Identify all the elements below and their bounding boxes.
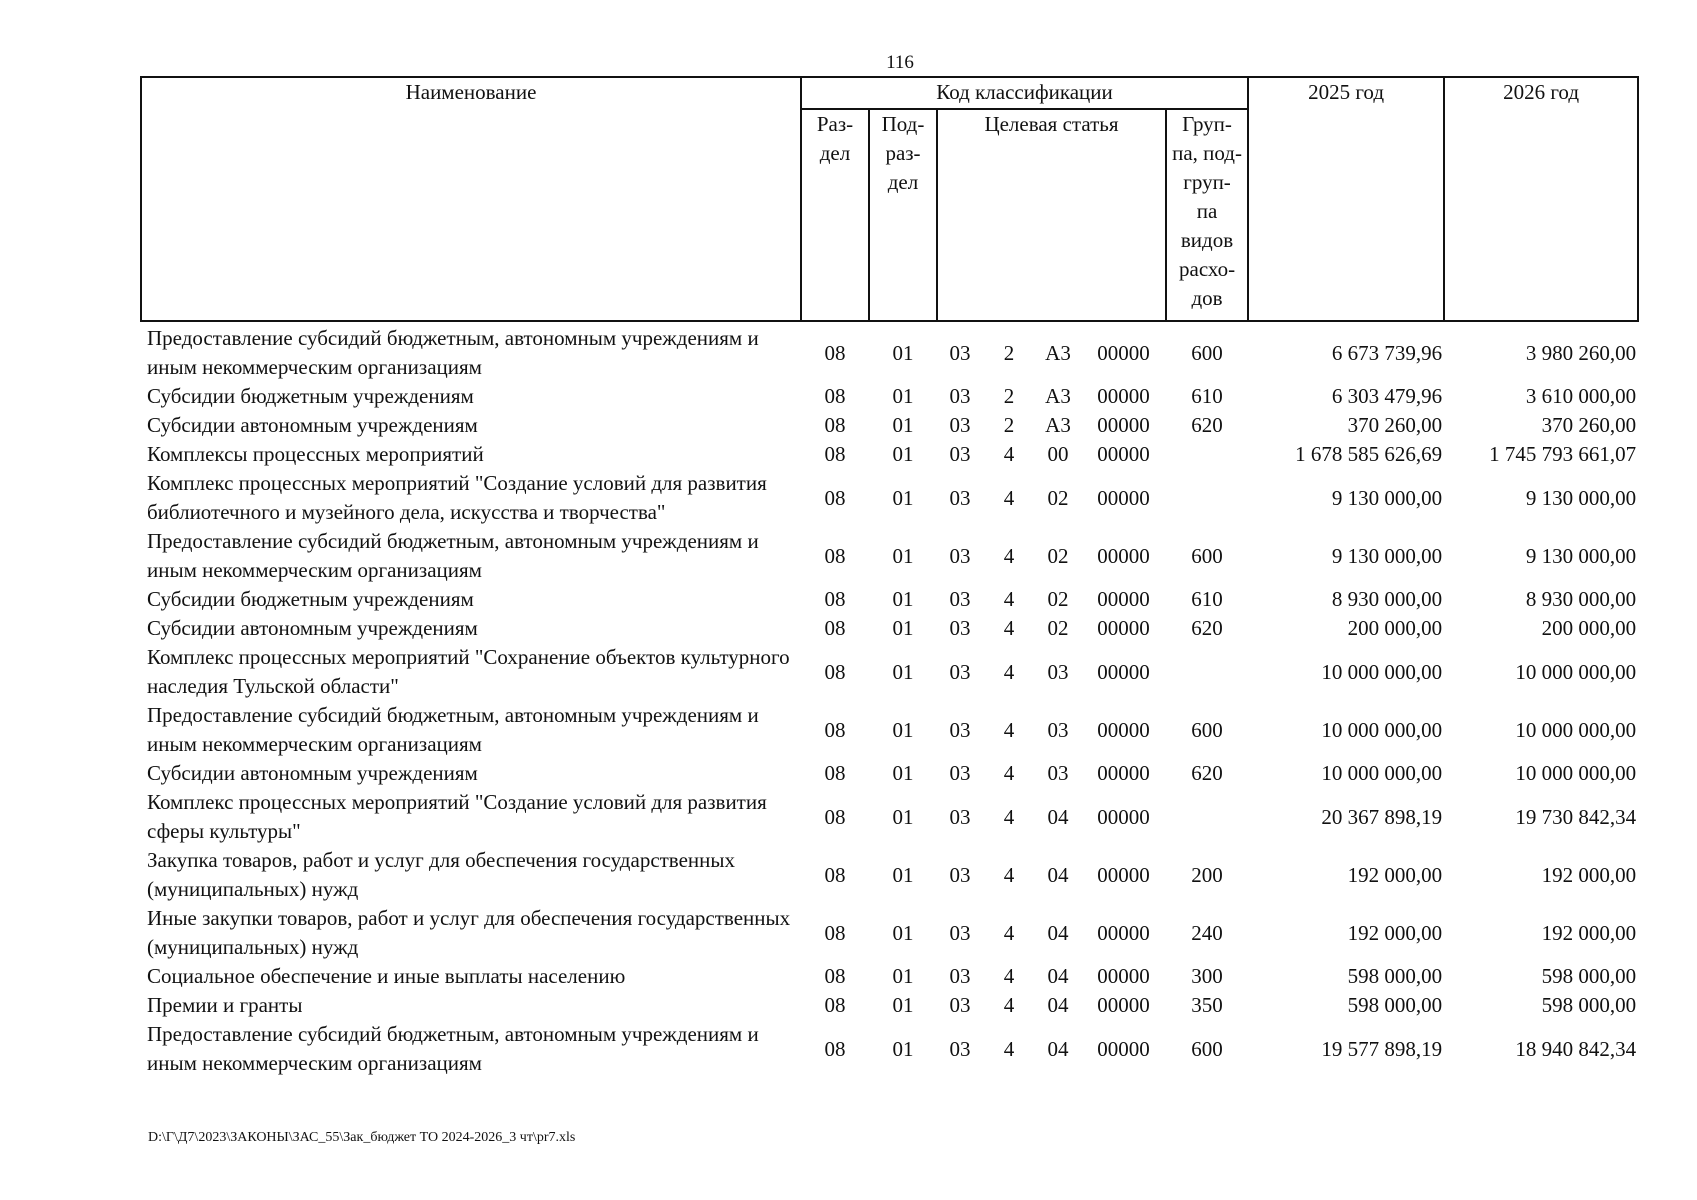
table-row bbox=[141, 904, 1638, 962]
table-header bbox=[141, 77, 1638, 321]
row-razdel: 08 bbox=[824, 717, 846, 742]
row-name: Предоставление субсидий бюджетным, автономным учреждениям и иным некоммерческим организациям bbox=[147, 326, 759, 379]
header-name: Наименование bbox=[141, 77, 801, 321]
row-expense-group: 600 bbox=[1191, 543, 1223, 568]
row-amount-2026: 9 130 000,00 bbox=[1525, 485, 1637, 510]
row-amount-2026: 10 000 000,00 bbox=[1515, 659, 1637, 684]
row-target-direction: 00000 bbox=[1097, 964, 1150, 988]
row-amount-2025: 192 000,00 bbox=[1347, 862, 1443, 887]
row-target-item: 02 bbox=[1047, 485, 1069, 510]
row-target-type: 4 bbox=[1003, 587, 1015, 611]
row-name: Комплекс процессных мероприятий "Создание условий для развития библиотечного и музейного дела, искусства и творчества" bbox=[147, 471, 767, 524]
row-target-item: 02 bbox=[1047, 543, 1069, 568]
row-target-item: 02 bbox=[1047, 616, 1069, 640]
row-target-item: 04 bbox=[1047, 920, 1069, 945]
row-amount-2026: 370 260,00 bbox=[1541, 413, 1637, 437]
row-razdel: 08 bbox=[824, 616, 846, 640]
row-target-program: 03 bbox=[949, 804, 971, 829]
row-amount-2025: 10 000 000,00 bbox=[1321, 761, 1443, 785]
row-expense-group: 600 bbox=[1191, 340, 1223, 365]
table-row bbox=[141, 321, 1638, 382]
row-expense-group: 620 bbox=[1191, 616, 1223, 640]
row-amount-2026: 19 730 842,34 bbox=[1515, 804, 1637, 829]
row-target-type: 2 bbox=[1003, 340, 1015, 365]
row-razdel: 08 bbox=[824, 804, 846, 829]
row-target-item: 02 bbox=[1047, 587, 1069, 611]
row-amount-2025: 6 673 739,96 bbox=[1331, 340, 1443, 365]
row-name: Закупка товаров, работ и услуг для обеспечения государственных (муниципальных) нужд bbox=[147, 848, 736, 901]
row-target-item: 03 bbox=[1047, 761, 1069, 785]
row-amount-2026: 9 130 000,00 bbox=[1525, 543, 1637, 568]
row-target-direction: 00000 bbox=[1097, 993, 1150, 1017]
row-expense-group: 600 bbox=[1191, 1036, 1223, 1061]
row-amount-2026: 598 000,00 bbox=[1541, 993, 1637, 1017]
table-row bbox=[141, 527, 1638, 585]
row-target-program: 03 bbox=[949, 442, 971, 466]
row-target-program: 03 bbox=[949, 761, 971, 785]
row-target-type: 4 bbox=[1003, 920, 1015, 945]
row-target-type: 4 bbox=[1003, 862, 1015, 887]
row-podrazdel: 01 bbox=[892, 717, 914, 742]
row-razdel: 08 bbox=[824, 993, 846, 1017]
page-number: 116 bbox=[886, 52, 914, 73]
row-podrazdel: 01 bbox=[892, 616, 914, 640]
row-target-type: 4 bbox=[1003, 761, 1015, 785]
row-target-type: 4 bbox=[1003, 616, 1015, 640]
row-razdel: 08 bbox=[824, 413, 846, 437]
row-target-type: 4 bbox=[1003, 485, 1015, 510]
row-target-program: 03 bbox=[949, 920, 971, 945]
table-row bbox=[141, 440, 1638, 469]
row-razdel: 08 bbox=[824, 543, 846, 568]
row-amount-2026: 3 610 000,00 bbox=[1525, 384, 1637, 408]
row-expense-group: 620 bbox=[1191, 761, 1223, 785]
table-row bbox=[141, 382, 1638, 411]
budget-table bbox=[140, 76, 1639, 1078]
row-podrazdel: 01 bbox=[892, 920, 914, 945]
row-target-program: 03 bbox=[949, 384, 971, 408]
table-row bbox=[141, 411, 1638, 440]
row-name: Субсидии автономным учреждениям bbox=[147, 761, 478, 785]
row-amount-2025: 1 678 585 626,69 bbox=[1295, 442, 1443, 466]
row-razdel: 08 bbox=[824, 761, 846, 785]
row-expense-group bbox=[1166, 440, 1248, 469]
row-target-direction: 00000 bbox=[1097, 485, 1150, 510]
row-target-direction: 00000 bbox=[1097, 659, 1150, 684]
row-target-item: 00 bbox=[1047, 442, 1069, 466]
row-target-type: 2 bbox=[1003, 384, 1015, 408]
row-name: Социальное обеспечение и иные выплаты населению bbox=[147, 964, 626, 988]
row-amount-2026: 1 745 793 661,07 bbox=[1489, 442, 1637, 466]
table-row bbox=[141, 788, 1638, 846]
row-podrazdel: 01 bbox=[892, 340, 914, 365]
row-target-direction: 00000 bbox=[1097, 442, 1150, 466]
table-row bbox=[141, 643, 1638, 701]
row-expense-group bbox=[1166, 788, 1248, 846]
row-amount-2026: 8 930 000,00 bbox=[1525, 587, 1637, 611]
row-target-item: А3 bbox=[1045, 413, 1071, 437]
table-row bbox=[141, 759, 1638, 788]
table-row bbox=[141, 469, 1638, 527]
row-podrazdel: 01 bbox=[892, 964, 914, 988]
row-amount-2025: 20 367 898,19 bbox=[1321, 804, 1443, 829]
row-podrazdel: 01 bbox=[892, 543, 914, 568]
row-amount-2025: 598 000,00 bbox=[1347, 993, 1443, 1017]
row-name: Комплексы процессных мероприятий bbox=[147, 442, 484, 466]
row-target-item: 04 bbox=[1047, 804, 1069, 829]
row-target-type: 4 bbox=[1003, 964, 1015, 988]
row-target-type: 4 bbox=[1003, 659, 1015, 684]
row-razdel: 08 bbox=[824, 920, 846, 945]
row-name: Иные закупки товаров, работ и услуг для обеспечения государственных (муниципальных) нужд bbox=[147, 906, 791, 959]
row-amount-2025: 598 000,00 bbox=[1347, 964, 1443, 988]
header-year-2026: 2026 год bbox=[1444, 77, 1638, 321]
row-expense-group: 350 bbox=[1191, 993, 1223, 1017]
row-target-program: 03 bbox=[949, 616, 971, 640]
row-amount-2025: 9 130 000,00 bbox=[1331, 543, 1443, 568]
row-target-program: 03 bbox=[949, 587, 971, 611]
row-expense-group: 240 bbox=[1191, 920, 1223, 945]
row-expense-group: 610 bbox=[1191, 384, 1223, 408]
row-name: Предоставление субсидий бюджетным, автономным учреждениям и иным некоммерческим организациям bbox=[147, 703, 759, 756]
row-amount-2025: 19 577 898,19 bbox=[1321, 1036, 1443, 1061]
row-target-program: 03 bbox=[949, 993, 971, 1017]
row-razdel: 08 bbox=[824, 862, 846, 887]
row-expense-group bbox=[1166, 469, 1248, 527]
row-target-type: 4 bbox=[1003, 1036, 1015, 1061]
row-razdel: 08 bbox=[824, 442, 846, 466]
row-amount-2026: 10 000 000,00 bbox=[1515, 717, 1637, 742]
row-target-item: 04 bbox=[1047, 964, 1069, 988]
row-target-program: 03 bbox=[949, 659, 971, 684]
row-amount-2026: 10 000 000,00 bbox=[1515, 761, 1637, 785]
row-target-direction: 00000 bbox=[1097, 862, 1150, 887]
row-expense-group: 610 bbox=[1191, 587, 1223, 611]
table-row bbox=[141, 991, 1638, 1020]
header-group: Груп- па, под- груп- па видов расхо- дов bbox=[1166, 109, 1248, 321]
row-podrazdel: 01 bbox=[892, 485, 914, 510]
row-podrazdel: 01 bbox=[892, 413, 914, 437]
row-target-item: А3 bbox=[1045, 384, 1071, 408]
row-target-type: 4 bbox=[1003, 442, 1015, 466]
row-target-program: 03 bbox=[949, 862, 971, 887]
row-razdel: 08 bbox=[824, 485, 846, 510]
row-amount-2026: 3 980 260,00 bbox=[1525, 340, 1637, 365]
row-amount-2025: 192 000,00 bbox=[1347, 920, 1443, 945]
row-target-program: 03 bbox=[949, 340, 971, 365]
file-path-footer: D:\Г\Д7\2023\ЗАКОНЫ\ЗАС_55\Зак_бюджет ТО 2024-2026_3 чт\pr7.xls bbox=[148, 1130, 576, 1145]
row-expense-group: 600 bbox=[1191, 717, 1223, 742]
header-razdel: Раз- дел bbox=[801, 109, 869, 321]
row-target-direction: 00000 bbox=[1097, 804, 1150, 829]
row-podrazdel: 01 bbox=[892, 804, 914, 829]
row-podrazdel: 01 bbox=[892, 1036, 914, 1061]
row-target-item: 04 bbox=[1047, 862, 1069, 887]
row-target-type: 4 bbox=[1003, 717, 1015, 742]
table-row bbox=[141, 1020, 1638, 1078]
row-amount-2025: 10 000 000,00 bbox=[1321, 659, 1443, 684]
row-name: Комплекс процессных мероприятий "Создание условий для развития сферы культуры" bbox=[147, 790, 767, 843]
row-target-program: 03 bbox=[949, 717, 971, 742]
row-target-item: 04 bbox=[1047, 993, 1069, 1017]
row-name: Комплекс процессных мероприятий "Сохранение объектов культурного наследия Тульской области" bbox=[147, 645, 790, 698]
table-row bbox=[141, 701, 1638, 759]
header-year-2025: 2025 год bbox=[1248, 77, 1444, 321]
row-expense-group bbox=[1166, 643, 1248, 701]
row-name: Предоставление субсидий бюджетным, автономным учреждениям и иным некоммерческим организациям bbox=[147, 529, 759, 582]
row-target-direction: 00000 bbox=[1097, 1036, 1150, 1061]
header-podrazdel: Под- раз- дел bbox=[869, 109, 937, 321]
row-target-item: А3 bbox=[1045, 340, 1071, 365]
row-razdel: 08 bbox=[824, 1036, 846, 1061]
row-podrazdel: 01 bbox=[892, 384, 914, 408]
row-target-direction: 00000 bbox=[1097, 616, 1150, 640]
row-target-program: 03 bbox=[949, 543, 971, 568]
table-body bbox=[141, 321, 1638, 1078]
row-target-direction: 00000 bbox=[1097, 543, 1150, 568]
row-amount-2025: 6 303 479,96 bbox=[1331, 384, 1443, 408]
row-target-direction: 00000 bbox=[1097, 587, 1150, 611]
row-expense-group: 300 bbox=[1191, 964, 1223, 988]
table-row bbox=[141, 614, 1638, 643]
header-target-article: Целевая статья bbox=[937, 109, 1166, 321]
table-row bbox=[141, 962, 1638, 991]
row-target-direction: 00000 bbox=[1097, 340, 1150, 365]
row-target-direction: 00000 bbox=[1097, 761, 1150, 785]
row-razdel: 08 bbox=[824, 587, 846, 611]
row-amount-2026: 200 000,00 bbox=[1541, 616, 1637, 640]
row-razdel: 08 bbox=[824, 659, 846, 684]
row-name: Субсидии бюджетным учреждениям bbox=[147, 384, 474, 408]
row-target-type: 4 bbox=[1003, 804, 1015, 829]
row-target-direction: 00000 bbox=[1097, 384, 1150, 408]
row-amount-2026: 18 940 842,34 bbox=[1515, 1036, 1637, 1061]
row-target-program: 03 bbox=[949, 485, 971, 510]
table-row bbox=[141, 846, 1638, 904]
row-name: Субсидии автономным учреждениям bbox=[147, 413, 478, 437]
row-amount-2025: 10 000 000,00 bbox=[1321, 717, 1443, 742]
row-name: Субсидии автономным учреждениям bbox=[147, 616, 478, 640]
row-amount-2025: 200 000,00 bbox=[1347, 616, 1443, 640]
row-amount-2025: 8 930 000,00 bbox=[1331, 587, 1443, 611]
row-podrazdel: 01 bbox=[892, 761, 914, 785]
row-amount-2025: 370 260,00 bbox=[1347, 413, 1443, 437]
row-target-item: 03 bbox=[1047, 659, 1069, 684]
row-razdel: 08 bbox=[824, 340, 846, 365]
row-target-program: 03 bbox=[949, 1036, 971, 1061]
row-name: Субсидии бюджетным учреждениям bbox=[147, 587, 474, 611]
row-podrazdel: 01 bbox=[892, 993, 914, 1017]
row-name: Предоставление субсидий бюджетным, автономным учреждениям и иным некоммерческим организациям bbox=[147, 1022, 759, 1075]
row-target-program: 03 bbox=[949, 964, 971, 988]
row-target-type: 4 bbox=[1003, 993, 1015, 1017]
row-podrazdel: 01 bbox=[892, 442, 914, 466]
row-target-type: 2 bbox=[1003, 413, 1015, 437]
row-amount-2026: 192 000,00 bbox=[1541, 920, 1637, 945]
row-target-item: 03 bbox=[1047, 717, 1069, 742]
row-razdel: 08 bbox=[824, 964, 846, 988]
row-target-type: 4 bbox=[1003, 543, 1015, 568]
row-podrazdel: 01 bbox=[892, 659, 914, 684]
row-target-program: 03 bbox=[949, 413, 971, 437]
row-amount-2026: 192 000,00 bbox=[1541, 862, 1637, 887]
row-expense-group: 200 bbox=[1191, 862, 1223, 887]
row-razdel: 08 bbox=[824, 384, 846, 408]
row-amount-2026: 598 000,00 bbox=[1541, 964, 1637, 988]
row-target-direction: 00000 bbox=[1097, 413, 1150, 437]
table-row bbox=[141, 585, 1638, 614]
row-target-direction: 00000 bbox=[1097, 920, 1150, 945]
row-expense-group: 620 bbox=[1191, 413, 1223, 437]
row-target-item: 04 bbox=[1047, 1036, 1069, 1061]
row-podrazdel: 01 bbox=[892, 587, 914, 611]
row-name: Премии и гранты bbox=[147, 993, 303, 1017]
row-target-direction: 00000 bbox=[1097, 717, 1150, 742]
header-code-classification: Код классификации bbox=[801, 77, 1248, 109]
row-amount-2025: 9 130 000,00 bbox=[1331, 485, 1443, 510]
row-podrazdel: 01 bbox=[892, 862, 914, 887]
